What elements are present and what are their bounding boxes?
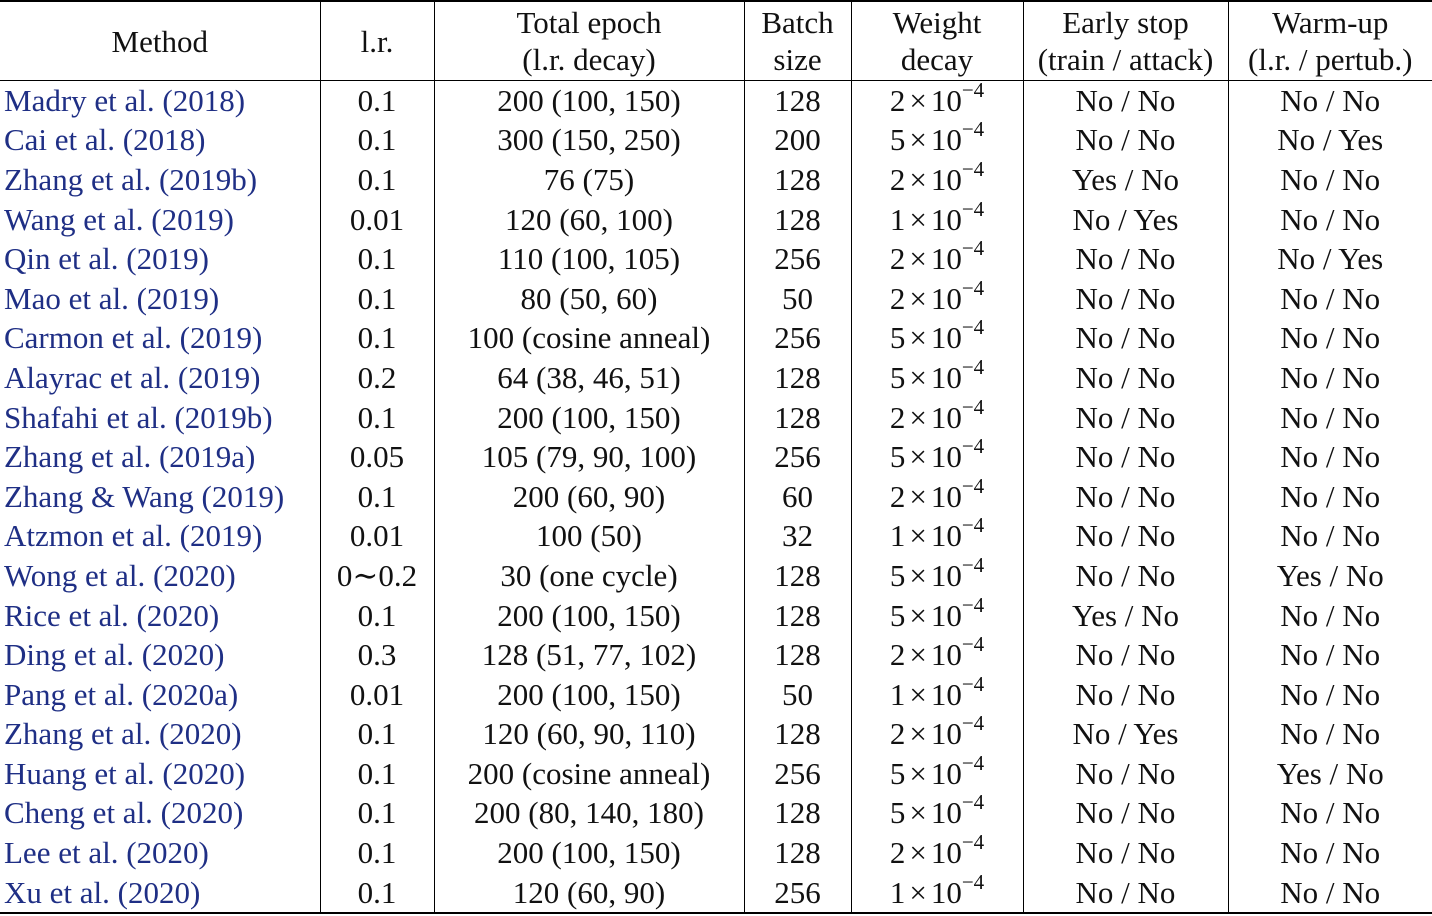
weight-decay-base: 10: [930, 399, 962, 435]
weight-decay-cell: [851, 711, 1023, 755]
weight-decay-exponent: −4: [961, 552, 985, 577]
times-sign: ×: [909, 835, 927, 871]
total-epoch-cell: 76 (75): [434, 160, 744, 200]
table-row: [0, 239, 1432, 279]
warm-up-cell: No / No: [1228, 477, 1432, 517]
method-citation-link[interactable]: Alayrac et al. (2019): [4, 359, 261, 395]
warm-up-cell: No / No: [1228, 160, 1432, 200]
method-citation-link[interactable]: Zhang & Wang (2019): [4, 478, 285, 514]
warm-up-cell: No / No: [1228, 437, 1432, 477]
lr-cell: 0.01: [320, 200, 434, 240]
times-sign: ×: [909, 241, 927, 277]
weight-decay-exponent: −4: [961, 830, 985, 855]
weight-decay-exponent: −4: [961, 592, 985, 617]
times-sign: ×: [909, 122, 927, 158]
batch-size-cell: 50: [744, 279, 851, 319]
weight-decay-coefficient: 2: [889, 835, 906, 871]
weight-decay-cell: [851, 869, 1023, 914]
weight-decay-base: 10: [930, 795, 962, 831]
early-stop-cell: No / No: [1023, 239, 1228, 279]
warm-up-cell: No / No: [1228, 81, 1432, 121]
table-row: [0, 358, 1432, 398]
total-epoch-cell: 200 (80, 140, 180): [434, 794, 744, 834]
batch-size-cell: 128: [744, 635, 851, 675]
lr-cell: 0.05: [320, 437, 434, 477]
method-citation-link[interactable]: Cheng et al. (2020): [4, 795, 244, 831]
weight-decay-exponent: −4: [961, 354, 985, 379]
method-citation-link[interactable]: Rice et al. (2020): [4, 597, 220, 633]
batch-size-cell: 128: [744, 596, 851, 636]
weight-decay-cell: [851, 77, 1023, 121]
warm-up-cell: No / No: [1228, 833, 1432, 873]
weight-decay-cell: [851, 790, 1023, 834]
table-row: [0, 398, 1432, 438]
early-stop-cell: No / No: [1023, 319, 1228, 359]
lr-cell: 0.1: [320, 833, 434, 873]
lr-cell: 0.1: [320, 715, 434, 755]
method-citation-link[interactable]: Ding et al. (2020): [4, 637, 225, 673]
header-wd-line2: decay: [900, 42, 974, 77]
weight-decay-base: 10: [930, 280, 962, 316]
lr-cell: 0.1: [320, 398, 434, 438]
table-header: [0, 1, 1432, 81]
weight-decay-coefficient: 2: [889, 280, 906, 316]
warm-up-cell: No / No: [1228, 635, 1432, 675]
weight-decay-base: 10: [930, 439, 962, 475]
lr-cell: 0.2: [320, 358, 434, 398]
weight-decay-coefficient: 2: [889, 82, 906, 118]
weight-decay-cell: [851, 275, 1023, 319]
method-citation-link[interactable]: Lee et al. (2020): [4, 835, 209, 871]
weight-decay-cell: [851, 473, 1023, 517]
early-stop-cell: No / No: [1023, 477, 1228, 517]
table-row: [0, 794, 1432, 834]
header-total-epoch-line1: Total epoch: [516, 5, 662, 40]
header-warm-line1: Warm-up: [1272, 5, 1389, 40]
weight-decay-exponent: −4: [961, 869, 985, 894]
total-epoch-cell: 110 (100, 105): [434, 239, 744, 279]
header-warm-line2: (l.r. / pertub.): [1248, 42, 1413, 77]
total-epoch-cell: 200 (100, 150): [434, 596, 744, 636]
batch-size-cell: 128: [744, 398, 851, 438]
weight-decay-base: 10: [930, 478, 962, 514]
early-stop-cell: No / Yes: [1023, 715, 1228, 755]
table-row: [0, 675, 1432, 715]
header-method: Method: [0, 1, 320, 81]
weight-decay-base: 10: [930, 320, 962, 356]
header-lr: l.r.: [320, 1, 434, 81]
total-epoch-cell: 80 (50, 60): [434, 279, 744, 319]
weight-decay-exponent: −4: [961, 117, 985, 142]
batch-size-cell: 50: [744, 675, 851, 715]
table-row: [0, 81, 1432, 121]
weight-decay-exponent: −4: [961, 196, 985, 221]
table-row: [0, 200, 1432, 240]
weight-decay-exponent: −4: [961, 750, 985, 775]
weight-decay-coefficient: 1: [889, 874, 906, 910]
lr-cell: 0.1: [320, 596, 434, 636]
batch-size-cell: 256: [744, 754, 851, 794]
table-row: [0, 517, 1432, 557]
method-citation-link[interactable]: Wong et al. (2020): [4, 557, 236, 593]
times-sign: ×: [909, 201, 927, 237]
total-epoch-cell: 100 (50): [434, 517, 744, 557]
early-stop-cell: No / No: [1023, 437, 1228, 477]
weight-decay-coefficient: 5: [889, 597, 906, 633]
weight-decay-cell: [851, 830, 1023, 873]
method-citation-link[interactable]: Shafahi et al. (2019b): [4, 399, 273, 435]
weight-decay-base: 10: [930, 161, 962, 197]
lr-cell: 0∼0.2: [320, 556, 434, 596]
table-row: [0, 160, 1432, 200]
header-wd-line1: Weight: [892, 5, 982, 40]
batch-size-cell: 128: [744, 833, 851, 873]
early-stop-cell: Yes / No: [1023, 596, 1228, 636]
warm-up-cell: No / No: [1228, 398, 1432, 438]
header-warm-up: [1228, 1, 1432, 81]
lr-cell: 0.1: [320, 160, 434, 200]
batch-size-cell: 128: [744, 200, 851, 240]
total-epoch-cell: 120 (60, 90, 110): [434, 715, 744, 755]
weight-decay-coefficient: 5: [889, 795, 906, 831]
table-row: [0, 754, 1432, 794]
batch-size-cell: 60: [744, 477, 851, 517]
method-citation-link[interactable]: Carmon et al. (2019): [4, 320, 263, 356]
weight-decay-coefficient: 5: [889, 439, 906, 475]
header-row: [0, 1, 1432, 81]
warm-up-cell: No / Yes: [1228, 121, 1432, 161]
weight-decay-base: 10: [930, 359, 962, 395]
method-citation-link[interactable]: Atzmon et al. (2019): [4, 518, 263, 554]
times-sign: ×: [909, 359, 927, 395]
method-citation-link[interactable]: Qin et al. (2019): [4, 241, 209, 277]
weight-decay-base: 10: [930, 122, 962, 158]
total-epoch-cell: 120 (60, 100): [434, 200, 744, 240]
table-row: [0, 635, 1432, 675]
warm-up-cell: No / Yes: [1228, 239, 1432, 279]
method-citation-link[interactable]: Pang et al. (2020a): [4, 676, 239, 712]
table-row: [0, 715, 1432, 755]
total-epoch-cell: 64 (38, 46, 51): [434, 358, 744, 398]
weight-decay-base: 10: [930, 835, 962, 871]
weight-decay-coefficient: 1: [889, 518, 906, 554]
lr-cell: 0.1: [320, 873, 434, 914]
total-epoch-cell: 200 (60, 90): [434, 477, 744, 517]
weight-decay-base: 10: [930, 755, 962, 791]
method-citation-link[interactable]: Xu et al. (2020): [0, 873, 320, 914]
lr-cell: 0.1: [320, 794, 434, 834]
warm-up-cell: No / No: [1228, 715, 1432, 755]
method-citation-link[interactable]: Mao et al. (2019): [4, 280, 220, 316]
weight-decay-base: 10: [930, 201, 962, 237]
header-early-line1: Early stop: [1062, 5, 1189, 40]
weight-decay-cell: [851, 236, 1023, 279]
weight-decay-exponent: −4: [961, 671, 985, 696]
weight-decay-cell: [851, 592, 1023, 636]
weight-decay-coefficient: 5: [889, 359, 906, 395]
total-epoch-cell: 105 (79, 90, 100): [434, 437, 744, 477]
times-sign: ×: [909, 755, 927, 791]
weight-decay-cell: [851, 513, 1023, 557]
header-total-epoch: [434, 1, 744, 81]
batch-size-cell: 128: [744, 794, 851, 834]
batch-size-cell: 256: [744, 437, 851, 477]
weight-decay-coefficient: 5: [889, 755, 906, 791]
batch-size-cell: 128: [744, 715, 851, 755]
weight-decay-base: 10: [930, 637, 962, 673]
warm-up-cell: No / No: [1228, 319, 1432, 359]
times-sign: ×: [909, 716, 927, 752]
weight-decay-exponent: −4: [961, 790, 985, 815]
weight-decay-exponent: −4: [961, 315, 985, 340]
times-sign: ×: [909, 320, 927, 356]
weight-decay-cell: [851, 156, 1023, 200]
method-citation-link[interactable]: Huang et al. (2020): [4, 755, 246, 791]
warm-up-cell: No / No: [1228, 675, 1432, 715]
weight-decay-exponent: −4: [961, 275, 985, 300]
warm-up-cell: No / No: [1228, 517, 1432, 557]
batch-size-cell: 32: [744, 517, 851, 557]
weight-decay-cell: [851, 196, 1023, 240]
weight-decay-coefficient: 5: [889, 320, 906, 356]
early-stop-cell: No / No: [1023, 398, 1228, 438]
weight-decay-cell: [851, 434, 1023, 477]
total-epoch-cell: 300 (150, 250): [434, 121, 744, 161]
total-epoch-cell: 200 (cosine anneal): [434, 754, 744, 794]
weight-decay-base: 10: [930, 82, 962, 118]
weight-decay-coefficient: 2: [889, 241, 906, 277]
times-sign: ×: [909, 637, 927, 673]
early-stop-cell: No / No: [1023, 81, 1228, 121]
times-sign: ×: [909, 874, 927, 910]
total-epoch-cell: 200 (100, 150): [434, 398, 744, 438]
header-batch-line2: size: [773, 42, 822, 77]
table-row: [0, 833, 1432, 873]
warm-up-cell: Yes / No: [1228, 754, 1432, 794]
total-epoch-cell: 120 (60, 90): [434, 873, 744, 914]
weight-decay-base: 10: [930, 241, 962, 277]
header-weight-decay: [851, 1, 1023, 81]
times-sign: ×: [909, 280, 927, 316]
early-stop-cell: No / No: [1023, 358, 1228, 398]
warm-up-cell: No / No: [1228, 794, 1432, 834]
weight-decay-base: 10: [930, 557, 962, 593]
weight-decay-coefficient: 2: [889, 637, 906, 673]
weight-decay-coefficient: 1: [889, 201, 906, 237]
early-stop-cell: No / No: [1023, 556, 1228, 596]
weight-decay-exponent: −4: [961, 236, 985, 261]
warm-up-cell: No / No: [1228, 358, 1432, 398]
batch-size-cell: 256: [744, 319, 851, 359]
batch-size-cell: 256: [744, 873, 851, 914]
batch-size-cell: 200: [744, 121, 851, 161]
weight-decay-exponent: −4: [961, 711, 985, 736]
weight-decay-coefficient: 2: [889, 399, 906, 435]
early-stop-cell: No / No: [1023, 754, 1228, 794]
header-batch-line1: Batch: [761, 5, 834, 40]
weight-decay-exponent: −4: [961, 394, 985, 419]
table-row: [0, 596, 1432, 636]
times-sign: ×: [909, 82, 927, 118]
total-epoch-cell: 200 (100, 150): [434, 833, 744, 873]
method-citation-link[interactable]: Cai et al. (2018): [4, 122, 206, 158]
total-epoch-cell: 200 (100, 150): [434, 81, 744, 121]
weight-decay-cell: [851, 354, 1023, 398]
lr-cell: 0.01: [320, 517, 434, 557]
early-stop-cell: No / No: [1023, 794, 1228, 834]
total-epoch-cell: 100 (cosine anneal): [434, 319, 744, 359]
lr-cell: 0.01: [320, 675, 434, 715]
times-sign: ×: [909, 439, 927, 475]
table-row: [0, 477, 1432, 517]
early-stop-cell: No / No: [1023, 121, 1228, 161]
times-sign: ×: [909, 399, 927, 435]
early-stop-cell: No / No: [1023, 279, 1228, 319]
warm-up-cell: No / No: [1228, 873, 1432, 914]
header-early-line2: (train / attack): [1037, 42, 1214, 77]
early-stop-cell: No / Yes: [1023, 200, 1228, 240]
early-stop-cell: No / No: [1023, 517, 1228, 557]
weight-decay-cell: [851, 315, 1023, 359]
weight-decay-exponent: −4: [961, 434, 985, 459]
weight-decay-exponent: −4: [961, 632, 985, 657]
early-stop-cell: No / No: [1023, 675, 1228, 715]
weight-decay-base: 10: [930, 874, 962, 910]
early-stop-cell: No / No: [1023, 833, 1228, 873]
weight-decay-base: 10: [930, 716, 962, 752]
table-body: [0, 77, 1432, 914]
total-epoch-cell: 128 (51, 77, 102): [434, 635, 744, 675]
weight-decay-exponent: −4: [961, 156, 985, 181]
lr-cell: 0.1: [320, 81, 434, 121]
times-sign: ×: [909, 478, 927, 514]
method-citation-link[interactable]: Zhang et al. (2020): [4, 716, 242, 752]
early-stop-cell: No / No: [1023, 635, 1228, 675]
weight-decay-base: 10: [930, 597, 962, 633]
batch-size-cell: 128: [744, 160, 851, 200]
table-row: [0, 121, 1432, 161]
lr-cell: 0.1: [320, 319, 434, 359]
warm-up-cell: No / No: [1228, 200, 1432, 240]
weight-decay-cell: [851, 117, 1023, 161]
weight-decay-coefficient: 5: [889, 557, 906, 593]
lr-cell: 0.1: [320, 477, 434, 517]
times-sign: ×: [909, 795, 927, 831]
table-row: [0, 437, 1432, 477]
batch-size-cell: 128: [744, 556, 851, 596]
method-citation-link[interactable]: Zhang et al. (2019a): [4, 439, 256, 475]
lr-cell: 0.1: [320, 121, 434, 161]
warm-up-cell: Yes / No: [1228, 556, 1432, 596]
weight-decay-cell: [851, 632, 1023, 675]
weight-decay-cell: [851, 671, 1023, 715]
method-citation-link[interactable]: Zhang et al. (2019b): [4, 161, 258, 197]
header-total-epoch-line2: (l.r. decay): [522, 42, 656, 77]
warm-up-cell: No / No: [1228, 279, 1432, 319]
weight-decay-coefficient: 2: [889, 478, 906, 514]
table-row: [0, 279, 1432, 319]
table-row: [0, 556, 1432, 596]
weight-decay-base: 10: [930, 676, 962, 712]
early-stop-cell: Yes / No: [1023, 160, 1228, 200]
lr-cell: 0.1: [320, 239, 434, 279]
method-citation-link[interactable]: Wang et al. (2019): [4, 201, 234, 237]
header-batch-size: [744, 1, 851, 81]
times-sign: ×: [909, 518, 927, 554]
weight-decay-cell: [851, 750, 1023, 794]
times-sign: ×: [909, 676, 927, 712]
lr-cell: 0.1: [320, 754, 434, 794]
weight-decay-coefficient: 5: [889, 122, 906, 158]
times-sign: ×: [909, 597, 927, 633]
lr-cell: 0.3: [320, 635, 434, 675]
weight-decay-cell: [851, 552, 1023, 596]
weight-decay-exponent: −4: [961, 473, 985, 498]
weight-decay-exponent: −4: [961, 513, 985, 538]
weight-decay-cell: [851, 394, 1023, 438]
times-sign: ×: [909, 557, 927, 593]
weight-decay-exponent: −4: [961, 77, 985, 102]
weight-decay-coefficient: 2: [889, 161, 906, 197]
batch-size-cell: 128: [744, 358, 851, 398]
batch-size-cell: 256: [744, 239, 851, 279]
total-epoch-cell: 200 (100, 150): [434, 675, 744, 715]
weight-decay-coefficient: 1: [889, 676, 906, 712]
early-stop-cell: No / No: [1023, 873, 1228, 914]
table-row: [0, 873, 1432, 914]
table-row: [0, 319, 1432, 359]
lr-cell: 0.1: [320, 279, 434, 319]
method-citation-link[interactable]: Madry et al. (2018): [4, 82, 246, 118]
batch-size-cell: 128: [744, 81, 851, 121]
times-sign: ×: [909, 161, 927, 197]
weight-decay-coefficient: 2: [889, 716, 906, 752]
total-epoch-cell: 30 (one cycle): [434, 556, 744, 596]
header-early-stop: [1023, 1, 1228, 81]
weight-decay-base: 10: [930, 518, 962, 554]
warm-up-cell: No / No: [1228, 596, 1432, 636]
